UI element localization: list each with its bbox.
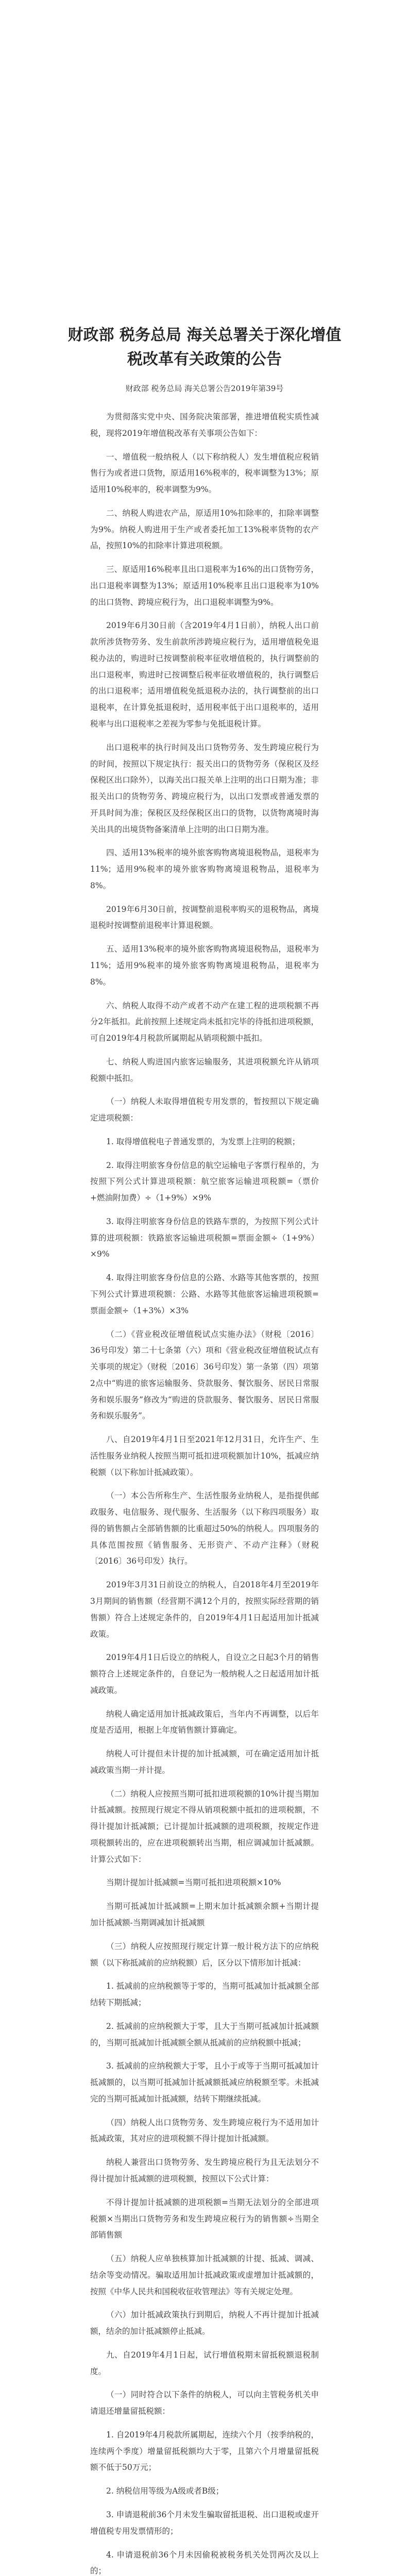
paragraph: （一）本公告所称生产、生活性服务业纳税人，是指提供邮政服务、电信服务、现代服务、生活服务（以下称四项服务）取得的销售额占全部销售额的比重超过50%的纳税人。四项服务的具体范围按照《销售服务、无形资产、不动产注释》（财税〔2016〕36号印发）执行。 (90, 1491, 319, 1566)
paragraph: 出口退税率的执行时间及出口货物劳务、发生跨境应税行为的时间，按照以下规定执行：报关出口的货物劳务（保税区及经保税区出口除外），以海关出口报关单上注明的出口日期为准；非报关出口的货物劳务、跨境应税行为，以出口发票或普通发票的开具时间为准；保税区及经保税区出口的货物，以货物离境时海关出具的出境货物备案清单上注明的出口日期为准。 (90, 742, 319, 834)
paragraph: 纳税人确定适用加计抵减政策后，当年内不再调整，以后年度是否适用，根据上年度销售额计算确定。 (90, 1709, 319, 1735)
paragraph: 2019年6月30日前，按调整前退税率购买的退税物品，离境退税时按调整前退税率计算退税额。 (90, 904, 319, 930)
paragraph: 1. 自2019年4月税款所属期起，连续六个月（按季纳税的，连续两个季度）增量留抵税额均大于零，且第六个月增量留抵税额不低于50万元； (90, 2430, 319, 2472)
paragraph: 2019年6月30日前（含2019年4月1日前），纳税人出口前款所涉货物劳务、发生前款所涉跨境应税行为，适用增值税免退税办法的，购进时已按调整前税率征收增值税的，执行调整前的出口退税率，购进时已按调整后税率征收增值税的，执行调整后的出口退税率；适用增值税免抵退税办法的，执行调整前的出口退税率，在计算免抵退税时，适用税率低于出口退税率的，适用税率与出口退税率之差视为零参与免抵退税计算。 (90, 621, 319, 729)
paragraph: （二）《营业税改征增值税试点实施办法》（财税〔2016〕36号印发）第二十七条第（六）项和《营业税改征增值税试点有关事项的规定》（财税〔2016〕36号印发）第一条第（四）项第2点中“购进的旅客运输服务、贷款服务、餐饮服务、居民日常服务和娱乐服务”修改为“购进的贷款服务、餐饮服务、居民日常服务和娱乐服务”。 (90, 1329, 319, 1421)
paragraph: 当期计提加计抵减额=当期可抵扣进项税额×10% (106, 1878, 281, 1888)
document-body (0, 394, 409, 2576)
document-title (0, 324, 409, 371)
document-header (0, 0, 409, 394)
paragraph: 七、纳税人购进国内旅客运输服务，其进项税额允许从销项税额中抵扣。 (90, 1057, 319, 1083)
paragraph: （一）同时符合以下条件的纳税人，可以向主管税务机关申请退还增量留抵税额： (90, 2390, 319, 2416)
paragraph: 2. 取得注明旅客身份信息的航空运输电子客票行程单的，为按照下列公式计算进项税额：航空旅客运输进项税额=（票价+燃油附加费）÷（1+9%）×9% (90, 1160, 319, 1203)
paragraph: 九、自2019年4月1日起，试行增值税期末留抵税额退税制度。 (90, 2350, 319, 2376)
paragraph: 3. 抵减前的应纳税额大于零，且小于或等于当期可抵减加计抵减额的，以当期可抵减加计抵减额抵减应纳税额至零。未抵减完的当期可抵减加计抵减额，结转下期继续抵减。 (90, 2061, 319, 2104)
paragraph: 3. 取得注明旅客身份信息的铁路车票的，为按照下列公式计算的进项税额：铁路旅客运输进项税额=票面金额÷（1+9%）×9% (90, 1216, 319, 1259)
paragraph: 不得计提加计抵减额的进项税额=当期无法划分的全部进项税额×当期出口货物劳务和发生跨境应税行为的销售额÷当期全部销售额 (90, 2197, 319, 2240)
paragraph: 3. 申请退税前36个月未发生骗取留抵退税、出口退税或虚开增值税专用发票情形的； (90, 2510, 319, 2536)
paragraph: 三、原适用16%税率且出口退税率为16%的出口货物劳务，出口退税率调整为13%；原适用10%税率且出口退税率为10%的出口货物、跨境应税行为，出口退税率调整为9%。 (90, 565, 319, 607)
paragraph: （五）纳税人应单独核算加计抵减额的计提、抵减、调减、结余等变动情况。骗取适用加计抵减政策或虚增加计抵减额的，按照《中华人民共和国税收征收管理法》等有关规定处理。 (90, 2254, 319, 2296)
paragraph: 纳税人兼营出口货物劳务、发生跨境应税行为且无法划分不得计提加计抵减额的进项税额，按照以下公式计算： (90, 2158, 319, 2183)
paragraph: 4. 申请退税前36个月未因偷税被税务机关处罚两次及以上的； (90, 2550, 319, 2576)
paragraph: 2. 抵减前的应纳税额大于零，且大于当期可抵减加计抵减额的，当期可抵减加计抵减额全额从抵减前的应纳税额中抵减； (90, 2021, 319, 2047)
paragraph: （二）纳税人应按照当期可抵扣进项税额的10%计提当期加计抵减额。按照现行规定不得从销项税额中抵扣的进项税额，不得计提加计抵减额；已计提加计抵减额的进项税额，按规定作进项税额转出的，应在进项税额转出当期，相应调减加计抵减额。计算公式如下： (90, 1789, 319, 1864)
paragraph: 六、纳税人取得不动产或者不动产在建工程的进项税额不再分2年抵扣。此前按照上述规定尚未抵扣完毕的待抵扣进项税额，可自2019年4月税款所属期起从销项税额中抵扣。 (90, 1001, 319, 1043)
paragraph: （一）纳税人未取得增值税专用发票的，暂按照以下规定确定进项税额： (90, 1097, 319, 1123)
paragraph: 为贯彻落实党中央、国务院决策部署，推进增值税实质性减税，现将2019年增值税改革有关事项公告如下： (90, 412, 319, 438)
title-line-1: 财政部 税务总局 海关总署关于深化增值 (67, 326, 342, 344)
paragraph: 二、纳税人购进农产品，原适用10%扣除率的，扣除率调整为9%。纳税人购进用于生产或者委托加工13%税率货物的农产品，按照10%的扣除率计算进项税额。 (90, 508, 319, 551)
notice-number: 财政部 税务总局 海关总署公告2019年第39号 (125, 384, 284, 393)
paragraph: （三）纳税人应按照现行规定计算一般计税方法下的应纳税额（以下称抵减前的应纳税额）后，区分以下情形加计抵减： (90, 1941, 319, 1968)
paragraph: 当期可抵减加计抵减额=上期末加计抵减额余额+当期计提加计抵减额-当期调减加计抵减额 (90, 1902, 319, 1928)
paragraph: （六）加计抵减政策执行到期后，纳税人不再计提加计抵减额，结余的加计抵减额停止抵减。 (90, 2310, 319, 2336)
paragraph: 2019年3月31日前设立的纳税人，自2018年4月至2019年3月期间的销售额（经营期不满12个月的，按照实际经营期的销售额）符合上述规定条件的，自2019年4月1日起适用加计抵减政策。 (90, 1580, 319, 1639)
paragraph: 2019年4月1日后设立的纳税人，自设立之日起3个月的销售额符合上述规定条件的，自登记为一般纳税人之日起适用加计抵减政策。 (90, 1653, 319, 1695)
title-line-2: 税改革有关政策的公告 (127, 350, 282, 368)
paragraph: 五、适用13%税率的境外旅客购物离境退税物品，退税率为11%；适用9%税率的境外旅客购物离境退税物品，退税率为8%。 (90, 944, 319, 987)
paragraph: 一、增值税一般纳税人（以下称纳税人）发生增值税应税销售行为或者进口货物，原适用16%税率的，税率调整为13%；原适用10%税率的，税率调整为9%。 (90, 452, 319, 495)
paragraph: 八、自2019年4月1日至2021年12月31日，允许生产、生活性服务业纳税人按照当期可抵扣进项税额加计10%，抵减应纳税额（以下称加计抵减政策）。 (90, 1435, 319, 1477)
paragraph: （四）纳税人出口货物劳务、发生跨境应税行为不适用加计抵减政策，其对应的进项税额不得计提加计抵减额。 (90, 2117, 319, 2144)
paragraph: 纳税人可计提但未计提的加计抵减额，可在确定适用加计抵减政策当期一并计提。 (90, 1749, 319, 1775)
paragraph: 4. 取得注明旅客身份信息的公路、水路等其他客票的，按照下列公式计算进项税额：公路、水路等其他旅客运输进项税额=票面金额÷（1+3%）×3% (90, 1273, 319, 1315)
paragraph: 四、适用13%税率的境外旅客购物离境退税物品，退税率为11%；适用9%税率的境外旅客购物离境退税物品，退税率为8%。 (90, 848, 319, 890)
paragraph: 2. 纳税信用等级为A级或者B级； (106, 2486, 224, 2496)
paragraph: 1. 取得增值税电子普通发票的，为发票上注明的税额； (106, 1137, 300, 1146)
paragraph: 1. 抵减前的应纳税额等于零的，当期可抵减加计抵减额全部结转下期抵减； (90, 1981, 319, 2008)
